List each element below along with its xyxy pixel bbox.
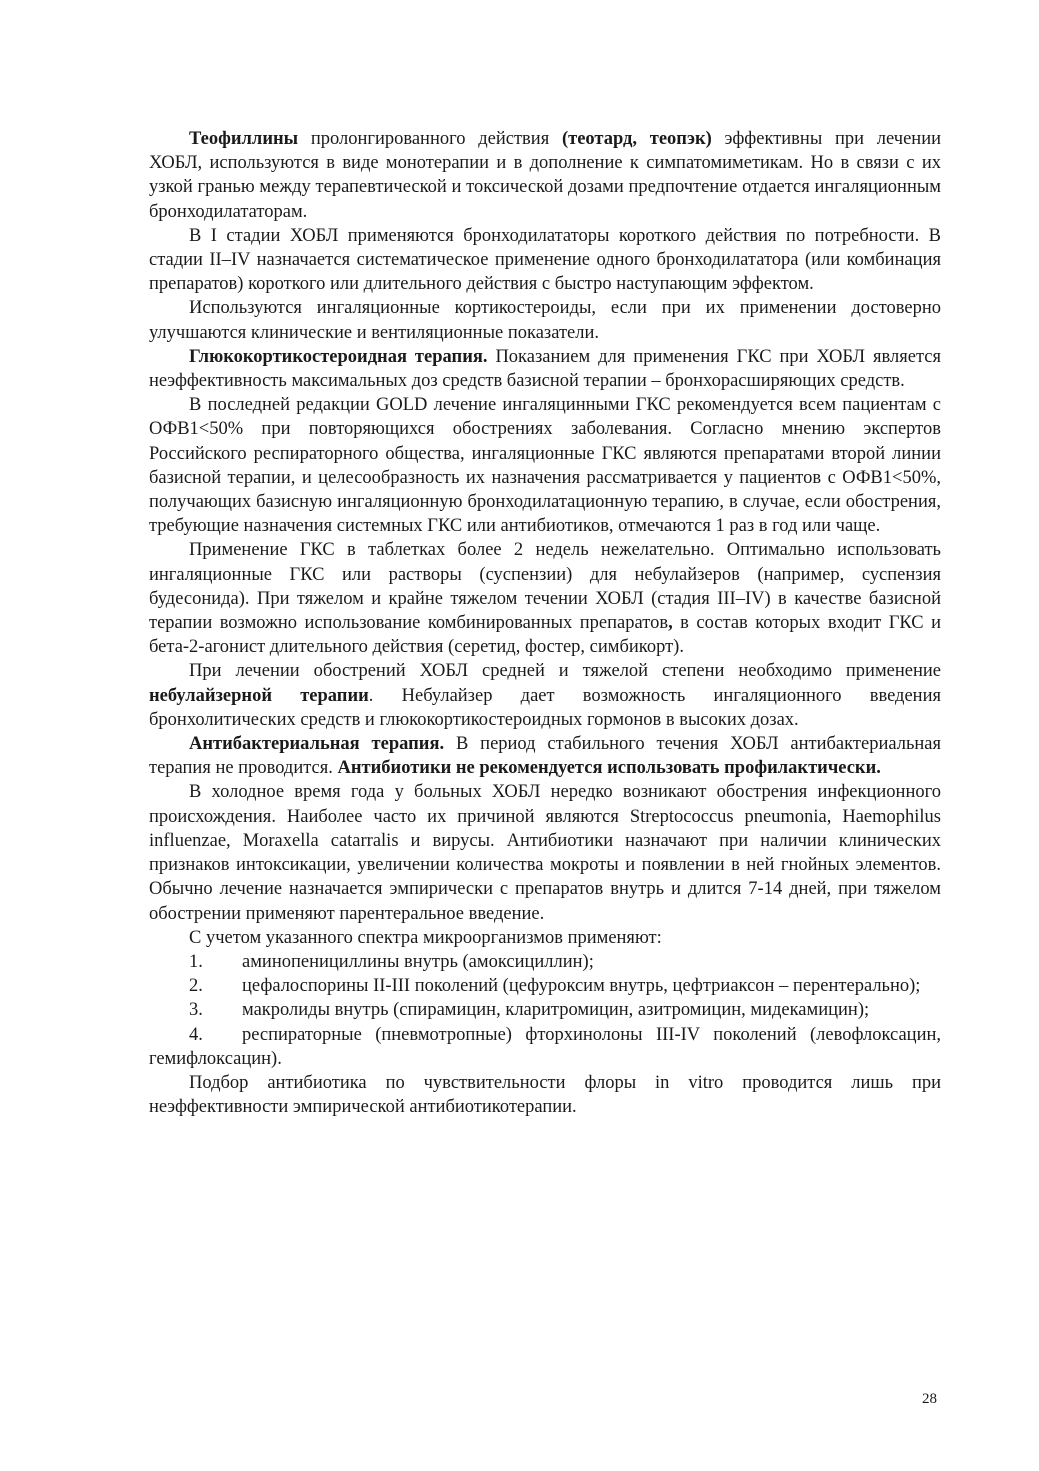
paragraph	[149, 926, 941, 950]
bold-text: Антибиотики не рекомендуется использовать профилактически.	[337, 758, 881, 779]
bold-text: ,	[668, 613, 673, 634]
text-run: пролонгированного действия	[298, 129, 562, 149]
list-number: 2.	[189, 976, 203, 997]
list-text: аминопенициллины внутрь (амоксициллин);	[242, 951, 594, 972]
text-run: в состав которых входит ГКС и бета-2-агонист длительного действия (серетид, фостер, симбикорт).	[149, 613, 941, 658]
text-run: Используются ингаляционные кортикостероиды, если при их применении достоверно улучшаются клинические и вентиляционные показатели.	[149, 298, 941, 343]
list-item	[149, 1023, 941, 1071]
list-item	[149, 998, 941, 1022]
list-number: 1.	[189, 951, 203, 972]
text-run: В I стадии ХОБЛ применяются бронходилататоры короткого действия по потребности. В стадии II–IV назначается систематическое применение одного бронходилататора (или комбинация препаратов) короткого или длительного действия с быстро наступающим эффектом.	[149, 225, 941, 295]
list-number: 4.	[189, 1024, 203, 1045]
list-text: респираторные (пневмотропные) фторхинолоны III-IV поколений (левофлоксацин, гемифлоксацин).	[149, 1024, 941, 1069]
text-run: Показанием для применения ГКС при ХОБЛ является неэффективность максимальных доз средств базисной терапии – бронхорасширяющих средств.	[149, 346, 941, 392]
closing-paragraph: Подбор антибиотика по чувствительности флоры in vitro проводится лишь при неэффективности эмпирической антибиотикотерапии.	[149, 1072, 941, 1118]
paragraph-group	[149, 127, 941, 950]
list-item	[149, 974, 941, 998]
text-run: С учетом указанного спектра микроорганизмов применяют:	[189, 927, 662, 948]
paragraph	[149, 296, 941, 344]
paragraph	[149, 780, 941, 925]
list-number: 3.	[189, 1000, 203, 1021]
paragraph	[149, 345, 941, 393]
bold-text: Антибактериальная терапия.	[189, 734, 445, 755]
list-text: цефалоспорины II-III поколений (цефуроксим внутрь, цефтриаксон – перентерально);	[242, 976, 921, 997]
text-run: Применение ГКС в таблетках более 2 недель нежелательно. Оптимально использовать ингаляционные ГКС или растворы (суспензии) для небулайзеров (например, суспензия будесонида). При тяжелом и крайне тяжелом течении ХОБЛ (стадия III–IV) в качестве базисной терапии возможно использование комбинированных препаратов	[149, 540, 941, 634]
page-number: 28	[922, 1391, 937, 1407]
paragraph	[149, 127, 941, 224]
bold-text: Теофиллины	[189, 129, 299, 149]
bold-text: небулайзерной терапии	[149, 685, 369, 706]
text-run: В период стабильного течения ХОБЛ антибактериальная терапия не проводится.	[149, 734, 942, 779]
bold-text: (теотард, теопэк)	[561, 129, 712, 149]
text-run: эффективны при лечении ХОБЛ, используются в виде монотерапии и в дополнение к симпатомиметикам. Но в связи с их узкой гранью между терапевтической и токсической дозами предпочтение отдается ингаляционным бронходилататорам.	[149, 129, 941, 222]
list-item	[149, 950, 941, 974]
bold-text: Глюкокортикостероидная терапия.	[189, 346, 488, 367]
paragraph	[149, 224, 941, 297]
paragraph	[149, 732, 941, 780]
text-run: В последней редакции GOLD лечение ингаляцинными ГКС рекомендуется всем пациентам с ОФВ1<50% при повторяющихся обострениях заболевания. Согласно мнению экспертов Российского респираторного общества, ингаляционные ГКС являются препаратами второй линии базисной терапии, и целесообразность их назначения рассматривается у пациентов с ОФВ1<50%, получающих базисную ингаляционную бронходилатационную терапию, в случае, если обострения, требующие назначения системных ГКС или антибиотиков, отмечаются 1 раз в год или чаще.	[149, 395, 941, 537]
paragraph	[149, 538, 941, 659]
text-run: В холодное время года у больных ХОБЛ нередко возникают обострения инфекционного происхождения. Наиболее часто их причиной являются Streptococcus pneumonia, Haemophilus influenzae, Moraxella catarralis и вирусы. Антибиотики назначают при наличии клинических признаков интоксикации, увеличении количества мокроты и появлении в ней гнойных элементов. Обычно лечение назначается эмпирически с препаратов внутрь и длится 7-14 дней, при тяжелом обострении применяют парентеральное введение.	[149, 782, 941, 924]
body-text	[149, 127, 941, 1119]
paragraph	[149, 659, 941, 732]
antibiotic-list	[149, 950, 941, 1071]
list-text: макролиды внутрь (спирамицин, кларитромицин, азитромицин, мидекамицин);	[242, 1000, 870, 1021]
text-run: . Небулайзер дает возможность ингаляционного введения бронхолитических средств и глюкокортикостероидных гормонов в высоких дозах.	[149, 685, 941, 730]
text-run: При лечении обострений ХОБЛ средней и тяжелой степени необходимо применение	[189, 661, 941, 682]
paragraph	[149, 393, 941, 538]
